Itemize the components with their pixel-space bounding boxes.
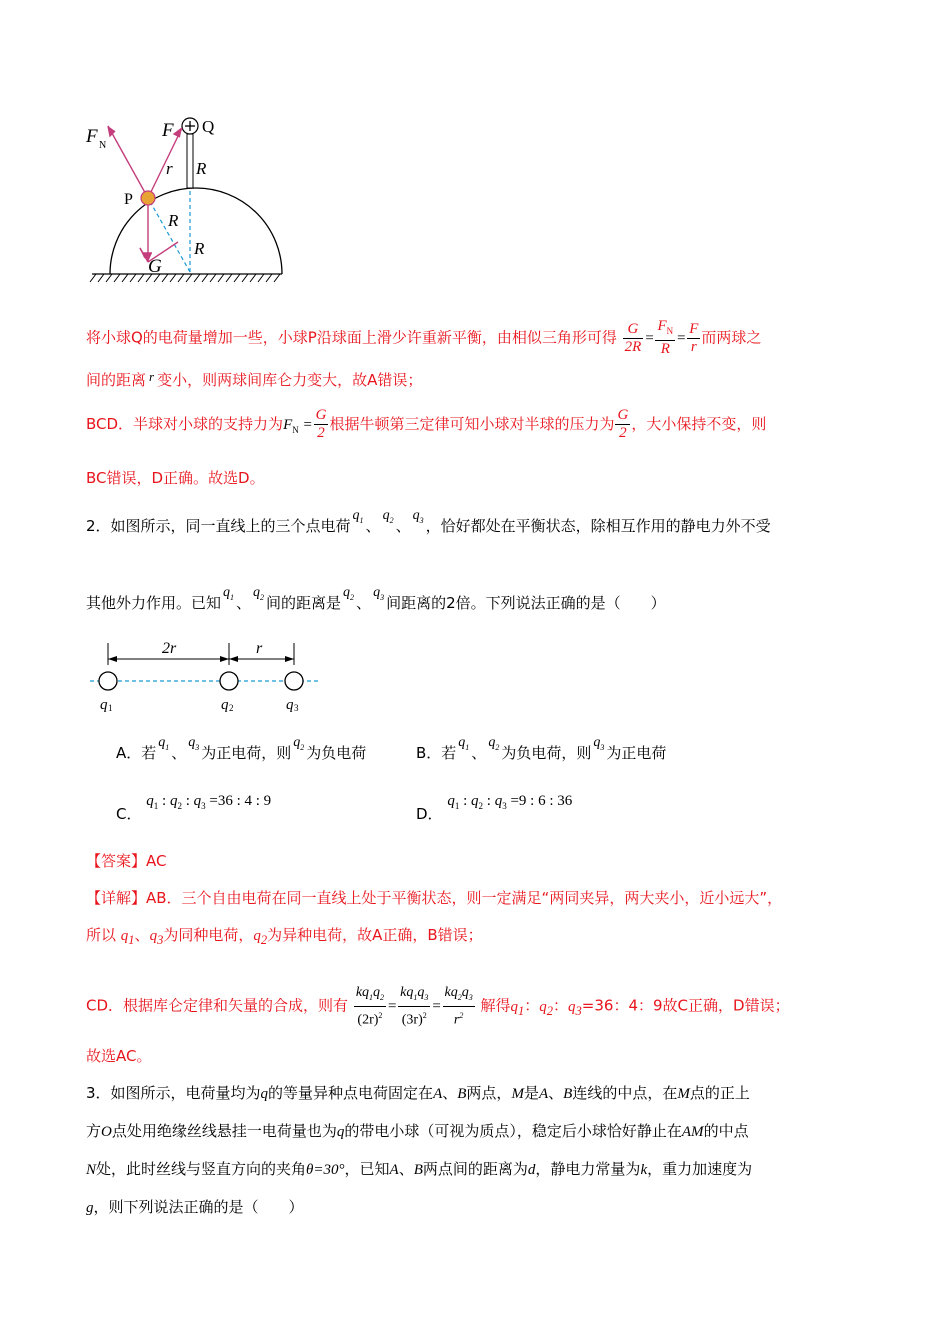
svg-text:q: q [100, 697, 108, 713]
insulating-rod [187, 134, 193, 188]
option-c[interactable]: C． $q_1$ : $q_2$ : $q_3 =36$ : 4 : 9 [116, 793, 272, 823]
detail-line3: CD．根据库仑定律和矢量的合成，则有 $\frac{kq_1q_2}{(2r)^2}$ = $\frac{kq_1q_3}{(3r)^2}$ = $\frac{kq_2q_3}{r^2}$ 解得$q_1$：$q_2$：$q_3=36$：4：9故C正确，D错误； [86, 985, 790, 1028]
svg-text:q: q [286, 697, 294, 713]
svg-text:r: r [256, 640, 263, 657]
label-f: F [162, 120, 174, 141]
question-2-line1: 2．如图所示，同一直线上的三个点电荷$q_1$ 、$q_2$ 、$q_3$ ，恰好都处在平衡状态，除相互作用的静电力外不受 [86, 508, 771, 535]
detail-line2: 所以 $q_1$、$q_3$为同种电荷，$q_2$为异种电荷，故A正确，B错误； [86, 926, 483, 947]
option-a[interactable]: A．若$q_1$ 、$q_3$ 为正电荷，则$q_2$ 为负电荷 [116, 735, 367, 762]
question-3-line2: 方O点处用绝缘丝线悬挂一电荷量也为q的带电小球（可视为质点），稳定后小球恰好静止在AM的中点 [86, 1122, 749, 1140]
label-r-mid: R [168, 211, 179, 230]
answer-line: 【答案】AC [86, 852, 167, 870]
svg-text:2: 2 [229, 703, 234, 713]
question-3-line3: N处，此时丝线与竖直方向的夹角θ=30°，已知A、B两点间的距离为d，静电力常量为k，重力加速度为 [86, 1160, 753, 1178]
svg-text:q: q [221, 697, 229, 713]
svg-text:2r: 2r [162, 640, 177, 657]
label-fn: F [86, 126, 98, 147]
frac-g-2r: $\frac{G}{2R}$ [624, 320, 642, 355]
label-r-rod: R [196, 159, 207, 178]
label-r-small: r [166, 159, 173, 178]
detail-line1: 【详解】AB．三个自由电荷在同一直线上处于平衡状态，则一定满足“两同夹异，两大夹小，近小远大”， [86, 889, 783, 907]
solution-a-line2: 间的距离 r 变小，则两球间库仑力变大，故A错误； [86, 369, 423, 389]
label-p: P [124, 191, 133, 208]
charge-q3 [285, 672, 303, 690]
three-charges-diagram [86, 635, 326, 715]
ground-hatching [90, 274, 280, 282]
fn-arrow [108, 126, 148, 198]
option-b[interactable]: B．若$q_1$ 、$q_2$ 为负电荷，则$q_3$ 为正电荷 [416, 735, 667, 762]
label-q: Q [202, 117, 215, 136]
charge-q2 [220, 672, 238, 690]
hemisphere-force-diagram [82, 112, 292, 287]
svg-text:N: N [99, 140, 107, 151]
svg-text:3: 3 [294, 703, 299, 713]
solution-bcd-line1: BCD．半球对小球的支持力为$F_N$ = $\frac{G}{2}$ 根据牛顿第三定律可知小球对半球的压力为 $\frac{G}{2}$ ，大小保持不变，则 [86, 407, 767, 441]
solution-a-line1: 将小球Q的电荷量增加一些，小球P沿球面上滑少许重新平衡，由相似三角形可得 $\frac{G}{2R}$ = $\frac{F_N}{R}$ = $\frac{F}{r}$ 而两球之 [86, 318, 762, 357]
svg-text:1: 1 [108, 703, 113, 713]
frac-fn-r: $\frac{F_N}{R}$ [657, 318, 674, 357]
question-2-line2: 其他外力作用。已知$q_1$ 、$q_2$ 间的距离是$q_2$ 、$q_3$ 间距离的2倍。下列说法正确的是（ ） [86, 585, 666, 612]
frac-f-r: $\frac{F}{r}$ [689, 320, 699, 355]
detail-end: 故选AC。 [86, 1047, 152, 1065]
question-3-line1: 3．如图所示，电荷量均为q的等量异种点电荷固定在A、B两点，M是A、B连线的中点，在M点的正上 [86, 1084, 750, 1102]
label-g: G [148, 256, 162, 277]
solution-bcd-line2: BC错误，D正确。故选D。 [86, 469, 265, 487]
ball-p [141, 191, 155, 205]
option-d[interactable]: D． $q_1$ : $q_2$ : $q_3 =9$ : 6 : 36 [416, 793, 573, 823]
label-r-low: R [194, 239, 205, 258]
charge-q1 [99, 672, 117, 690]
hemisphere [110, 188, 282, 274]
question-3-line4: g，则下列说法正确的是（ ） [86, 1198, 304, 1216]
